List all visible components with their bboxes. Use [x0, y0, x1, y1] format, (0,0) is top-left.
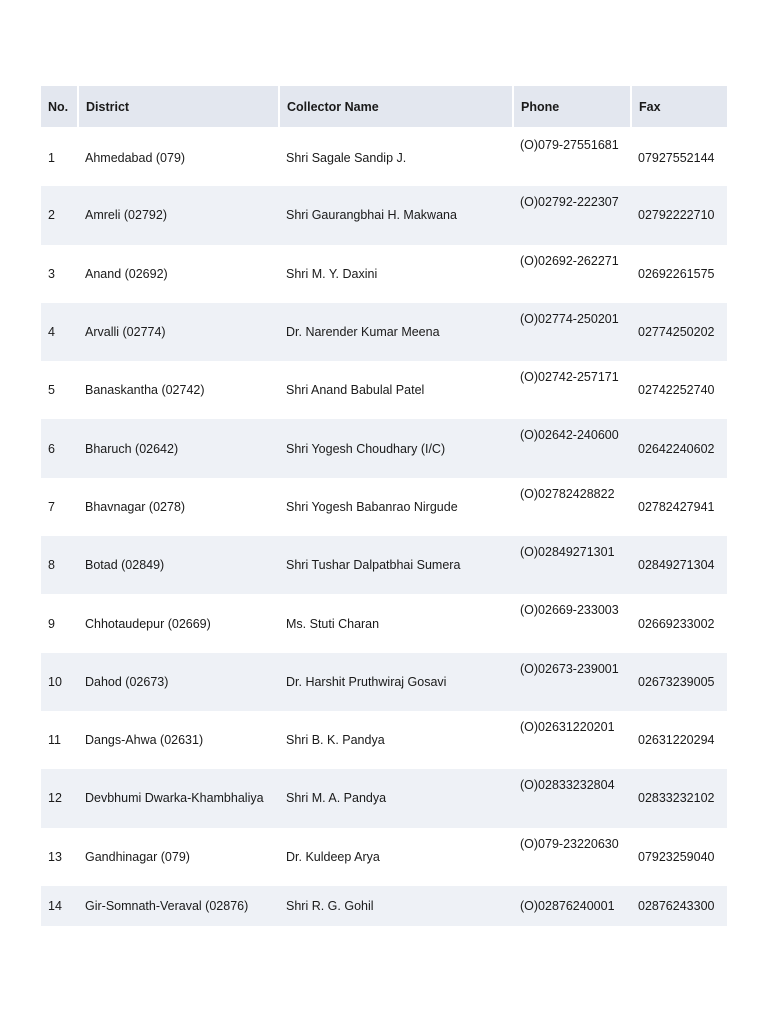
cell-no: 14	[48, 898, 62, 913]
header-district: District	[78, 86, 279, 128]
cell-fax: 02792222710	[638, 208, 715, 223]
table-row	[41, 245, 727, 303]
table-row	[41, 361, 727, 419]
cell-collector: Shri M. Y. Daxini	[286, 266, 378, 281]
cell-phone: (O)02642-240600	[520, 428, 619, 443]
cell-phone: (O)02742-257171	[520, 370, 619, 385]
cell-fax: 02774250202	[638, 325, 715, 340]
cell-phone: (O)02782428822	[520, 486, 615, 501]
table-row	[41, 478, 727, 536]
table-row	[41, 769, 727, 827]
cell-fax: 02833232102	[638, 791, 715, 806]
cell-collector: Shri Yogesh Choudhary (I/C)	[286, 441, 446, 456]
cell-phone: (O)02631220201	[520, 719, 615, 734]
cell-no: 1	[48, 150, 55, 165]
cell-phone: (O)02669-233003	[520, 603, 619, 618]
cell-district: Dangs-Ahwa (02631)	[85, 733, 204, 748]
cell-no: 6	[48, 441, 55, 456]
cell-collector: Shri Sagale Sandip J.	[286, 150, 407, 165]
cell-no: 8	[48, 558, 55, 573]
cell-phone: (O)02673-239001	[520, 661, 619, 676]
cell-fax: 07923259040	[638, 849, 715, 864]
cell-collector: Shri Yogesh Babanrao Nirgude	[286, 499, 458, 514]
table-row	[41, 828, 727, 886]
cell-district: Arvalli (02774)	[85, 325, 166, 340]
cell-collector: Dr. Narender Kumar Meena	[286, 325, 440, 340]
cell-fax: 02876243300	[638, 898, 715, 913]
table-header	[41, 86, 727, 128]
cell-district: Dahod (02673)	[85, 674, 169, 689]
header-phone: Phone	[513, 86, 631, 128]
cell-collector: Shri Tushar Dalpatbhai Sumera	[286, 558, 461, 573]
cell-collector: Shri B. K. Pandya	[286, 733, 385, 748]
cell-fax: 02782427941	[638, 499, 715, 514]
cell-collector: Ms. Stuti Charan	[286, 616, 380, 631]
cell-fax: 07927552144	[638, 150, 715, 165]
cell-no: 12	[48, 791, 62, 806]
cell-phone: (O)02833232804	[520, 778, 615, 793]
cell-fax: 02673239005	[638, 674, 715, 689]
table-row	[41, 886, 727, 926]
cell-district: Amreli (02792)	[85, 208, 167, 223]
cell-district: Bhavnagar (0278)	[85, 499, 186, 514]
table-row	[41, 594, 727, 652]
cell-collector: Shri Anand Babulal Patel	[286, 383, 425, 398]
collectors-table	[41, 86, 727, 926]
cell-district: Gandhinagar (079)	[85, 849, 190, 864]
cell-collector: Shri Gaurangbhai H. Makwana	[286, 208, 457, 223]
table-row	[41, 186, 727, 244]
cell-phone: (O)02792-222307	[520, 195, 619, 210]
cell-phone: (O)02876240001	[520, 898, 615, 913]
collector-directory	[41, 86, 727, 926]
header-row	[41, 86, 727, 128]
table-row	[41, 128, 727, 186]
cell-no: 10	[48, 674, 62, 689]
cell-no: 11	[48, 733, 61, 748]
cell-fax: 02742252740	[638, 383, 715, 398]
cell-district: Anand (02692)	[85, 266, 168, 281]
cell-no: 3	[48, 266, 55, 281]
table-row	[41, 536, 727, 594]
cell-fax: 02669233002	[638, 616, 715, 631]
cell-district: Gir-Somnath-Veraval (02876)	[85, 898, 249, 913]
cell-phone: (O)02849271301	[520, 545, 615, 560]
table-row	[41, 653, 727, 711]
cell-no: 13	[48, 849, 62, 864]
cell-fax: 02642240602	[638, 441, 715, 456]
table-row	[41, 711, 727, 769]
cell-collector: Dr. Kuldeep Arya	[286, 849, 380, 864]
cell-no: 4	[48, 325, 55, 340]
cell-district: Chhotaudepur (02669)	[85, 616, 211, 631]
header-fax: Fax	[631, 86, 727, 128]
cell-collector: Shri M. A. Pandya	[286, 791, 387, 806]
cell-phone: (O)079-23220630	[520, 836, 619, 851]
cell-collector: Shri R. G. Gohil	[286, 898, 374, 913]
cell-district: Devbhumi Dwarka-Khambhaliya	[85, 791, 264, 806]
cell-no: 7	[48, 499, 55, 514]
cell-district: Ahmedabad (079)	[85, 150, 186, 165]
table-row	[41, 303, 727, 361]
cell-fax: 02849271304	[638, 558, 715, 573]
header-collector-name: Collector Name	[279, 86, 513, 128]
cell-collector: Dr. Harshit Pruthwiraj Gosavi	[286, 674, 447, 689]
table-row	[41, 419, 727, 477]
cell-district: Banaskantha (02742)	[85, 383, 205, 398]
cell-fax: 02631220294	[638, 733, 715, 748]
cell-district: Bharuch (02642)	[85, 441, 179, 456]
cell-phone: (O)02692-262271	[520, 253, 619, 268]
cell-fax: 02692261575	[638, 266, 715, 281]
cell-no: 5	[48, 383, 55, 398]
cell-district: Botad (02849)	[85, 558, 165, 573]
header-no: No.	[41, 86, 78, 128]
cell-phone: (O)079-27551681	[520, 138, 619, 152]
cell-phone: (O)02774-250201	[520, 311, 619, 326]
cell-no: 9	[48, 616, 55, 631]
cell-no: 2	[48, 208, 55, 223]
table-body	[41, 128, 727, 926]
